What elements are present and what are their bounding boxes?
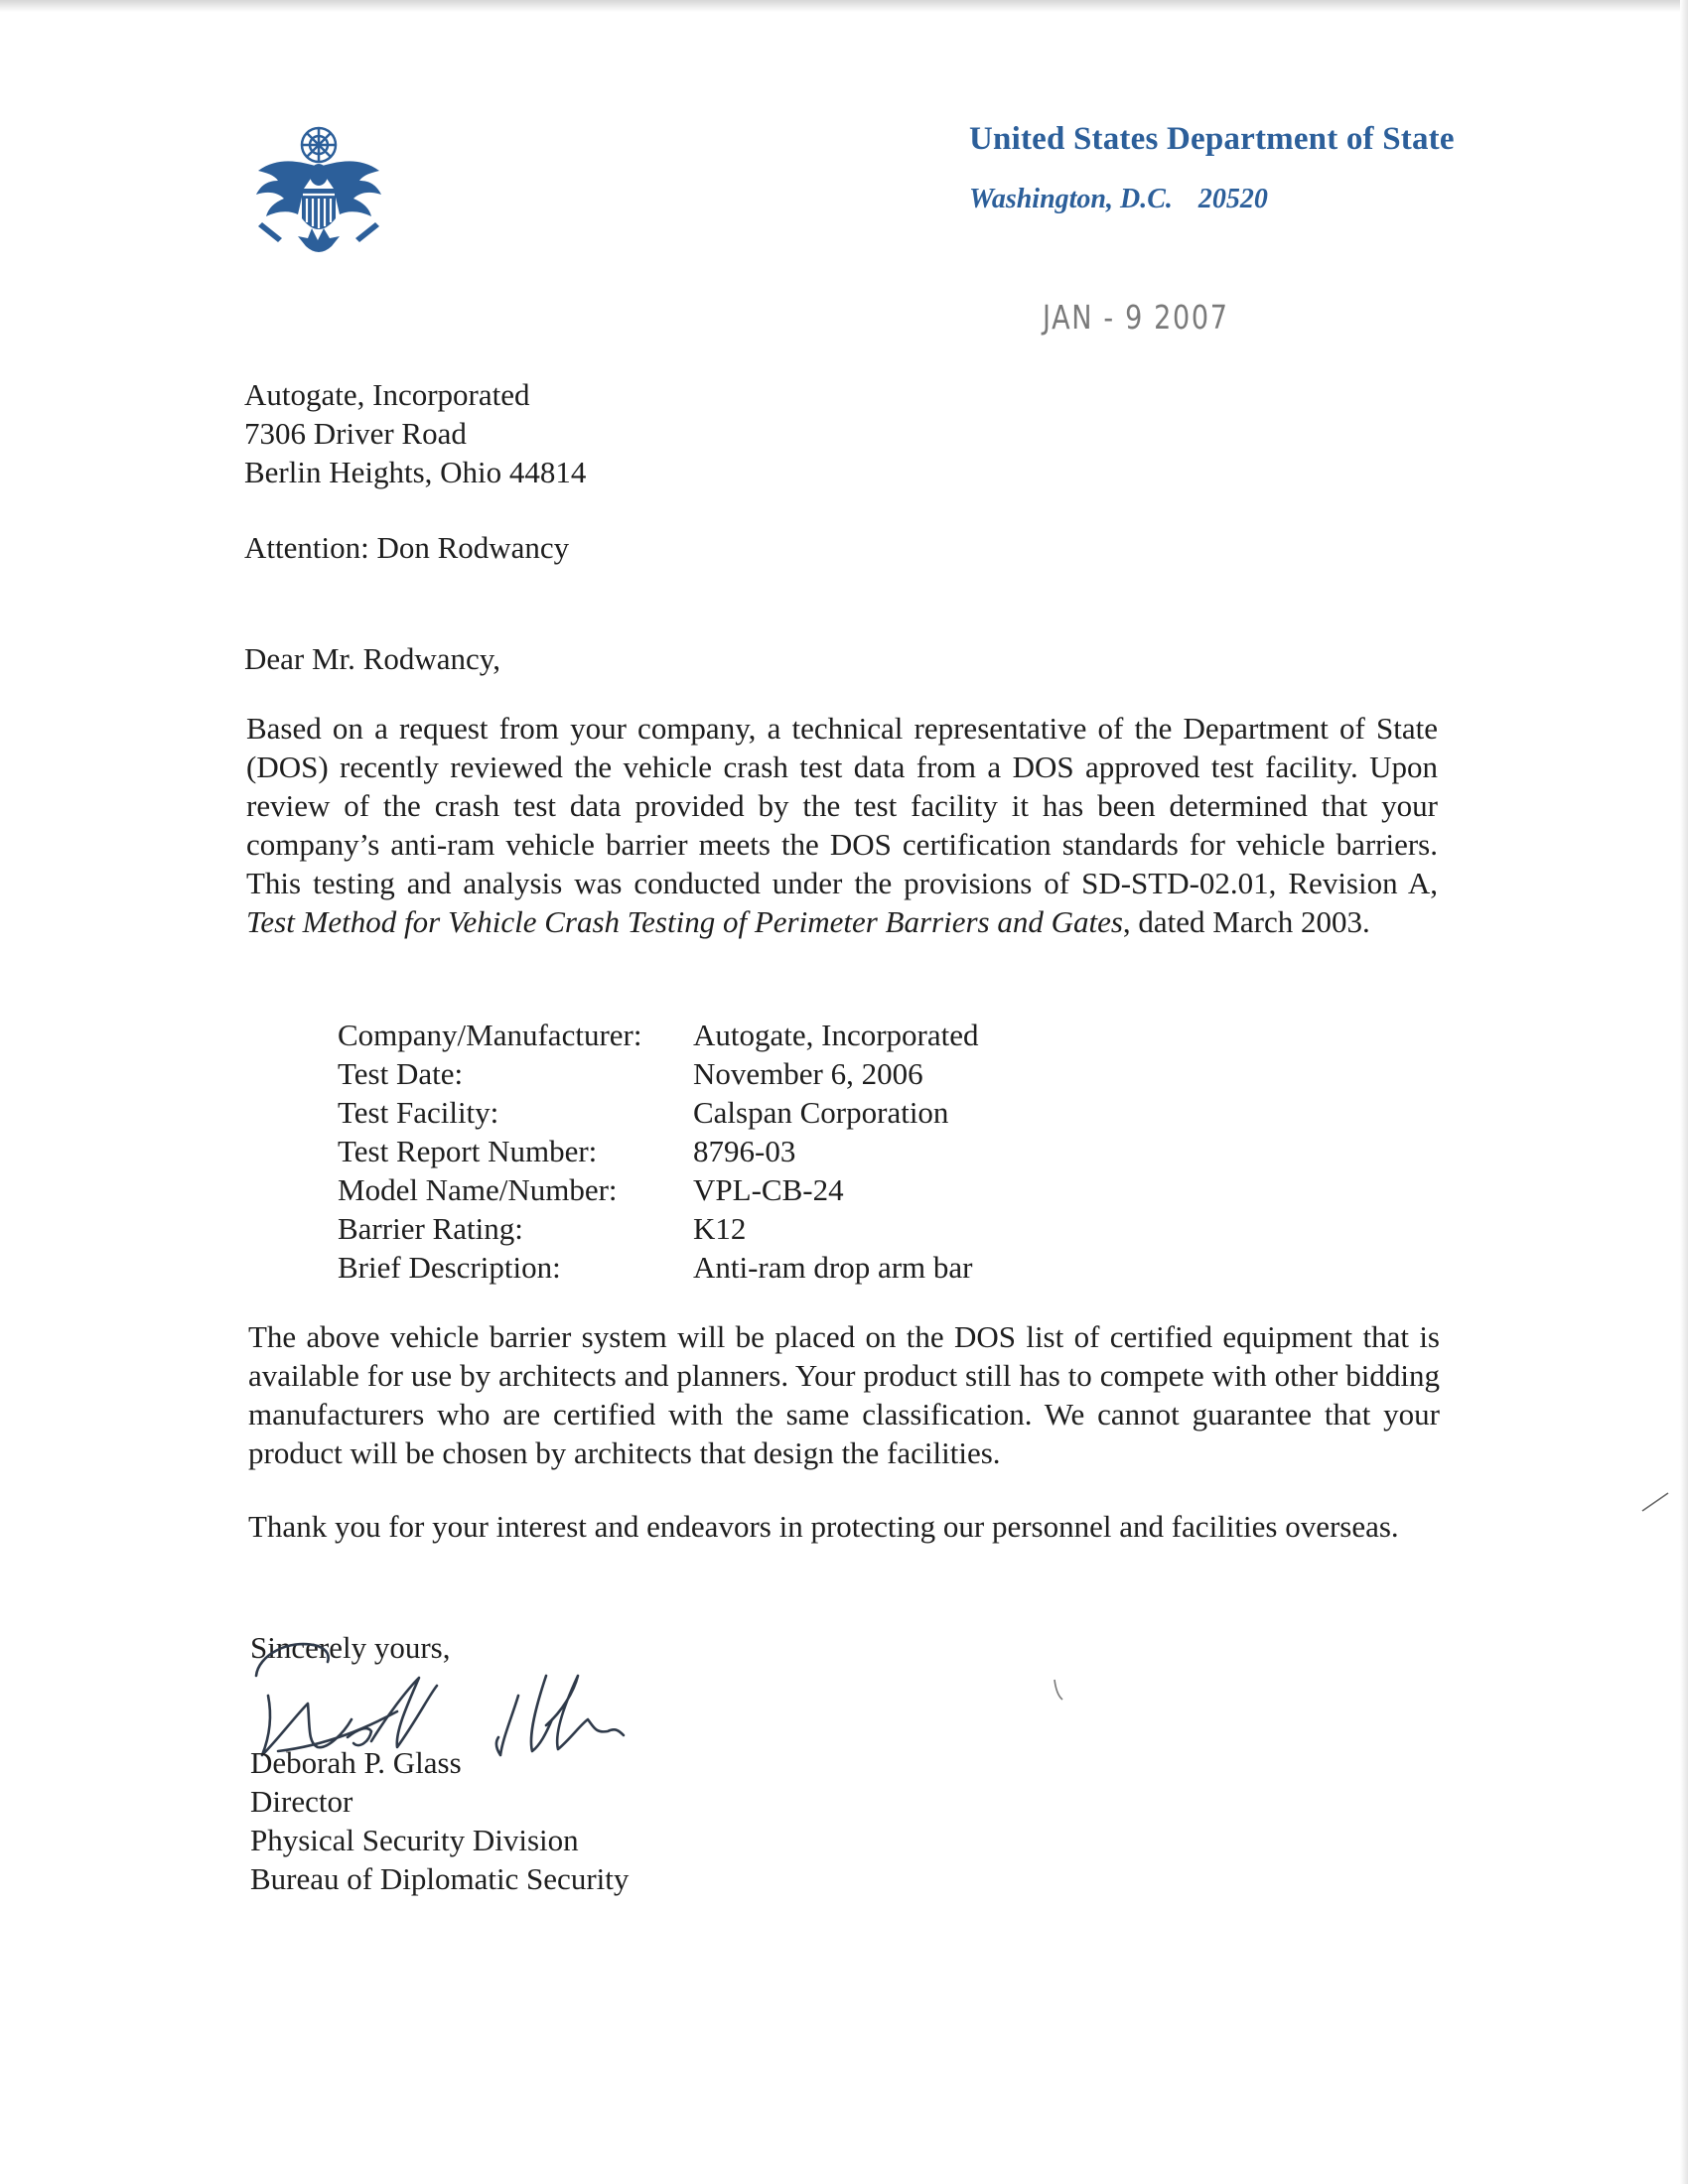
body-paragraph-2 (248, 1317, 1440, 1472)
detail-row (338, 1248, 979, 1287)
detail-label: Brief Description: (338, 1250, 561, 1285)
detail-row (338, 1093, 979, 1132)
department-seal-icon (244, 119, 393, 268)
detail-label: Test Report Number: (338, 1134, 598, 1168)
letterhead-address (969, 184, 1485, 215)
detail-row (338, 1170, 979, 1209)
paragraph-1-text: Based on a request from your company, a technical representative of the Department of State (DOS) recently reviewed the vehicle crash test data from a DOS approved test facility. Upon review of the crash test data provided by the test facility it has been determined that your company’s anti-ram vehicle barrier meets the DOS certification standards for vehicle barriers. This testing and analysis was conducted under the provisions of SD-STD-02.01, Revision A, (246, 711, 1438, 900)
detail-row (338, 1054, 979, 1093)
detail-row (338, 1016, 979, 1054)
salutation: Dear Mr. Rodwancy, (244, 641, 500, 676)
detail-value: K12 (693, 1211, 747, 1246)
recipient-line: Autogate, Incorporated (244, 377, 530, 412)
paragraph-1-end: , dated March 2003. (1122, 904, 1370, 939)
letterhead-zip: 20520 (1197, 184, 1268, 214)
attention-line: Attention: Don Rodwancy (244, 530, 570, 565)
department-name: United States Department of State (969, 121, 1455, 157)
detail-row (338, 1132, 979, 1170)
detail-value: Autogate, Incorporated (693, 1018, 979, 1052)
detail-label: Barrier Rating: (338, 1211, 523, 1246)
signer-name: Deborah P. Glass (250, 1745, 462, 1780)
signature-block (250, 1743, 629, 1898)
scan-edge-shadow (0, 0, 1688, 12)
detail-row (338, 1209, 979, 1248)
body-paragraph-3 (248, 1507, 1440, 1546)
signer-title: Director (250, 1784, 353, 1819)
detail-value: Calspan Corporation (693, 1095, 949, 1130)
recipient-line: Berlin Heights, Ohio 44814 (244, 455, 587, 489)
paragraph-3-text: Thank you for your interest and endeavors in protecting our personnel and facilities overseas. (248, 1509, 1399, 1544)
detail-value: 8796-03 (693, 1134, 796, 1168)
scan-mark (1640, 1491, 1670, 1513)
standard-title: Test Method for Vehicle Crash Testing of Perimeter Barriers and Gates (246, 904, 1123, 939)
recipient-address (244, 375, 586, 491)
detail-value: November 6, 2006 (693, 1056, 923, 1091)
detail-label: Company/Manufacturer: (338, 1018, 642, 1052)
closing: Sincerely yours, (250, 1630, 451, 1665)
letterhead-city: Washington, D.C. (969, 184, 1173, 214)
date-stamp: JAN - 9 2007 (1043, 298, 1229, 337)
detail-label: Model Name/Number: (338, 1172, 618, 1207)
body-paragraph-1 (246, 709, 1438, 941)
paragraph-2-text: The above vehicle barrier system will be placed on the DOS list of certified equipment that is available for use by architects and planners. Your product still has to compete with other bidding manufacturers who are certified with the same classification. We cannot guarantee that your product will be chosen by architects that design the facilities. (248, 1319, 1440, 1470)
scan-mark (1053, 1678, 1066, 1702)
detail-label: Test Facility: (338, 1095, 499, 1130)
scan-right-shadow (1680, 0, 1688, 2184)
signer-bureau: Bureau of Diplomatic Security (250, 1861, 630, 1896)
detail-value: Anti-ram drop arm bar (693, 1250, 973, 1285)
detail-label: Test Date: (338, 1056, 464, 1091)
recipient-line: 7306 Driver Road (244, 416, 467, 451)
letterhead (969, 121, 1485, 215)
certification-details (338, 1016, 979, 1287)
detail-value: VPL-CB-24 (693, 1172, 844, 1207)
signer-division: Physical Security Division (250, 1823, 579, 1857)
